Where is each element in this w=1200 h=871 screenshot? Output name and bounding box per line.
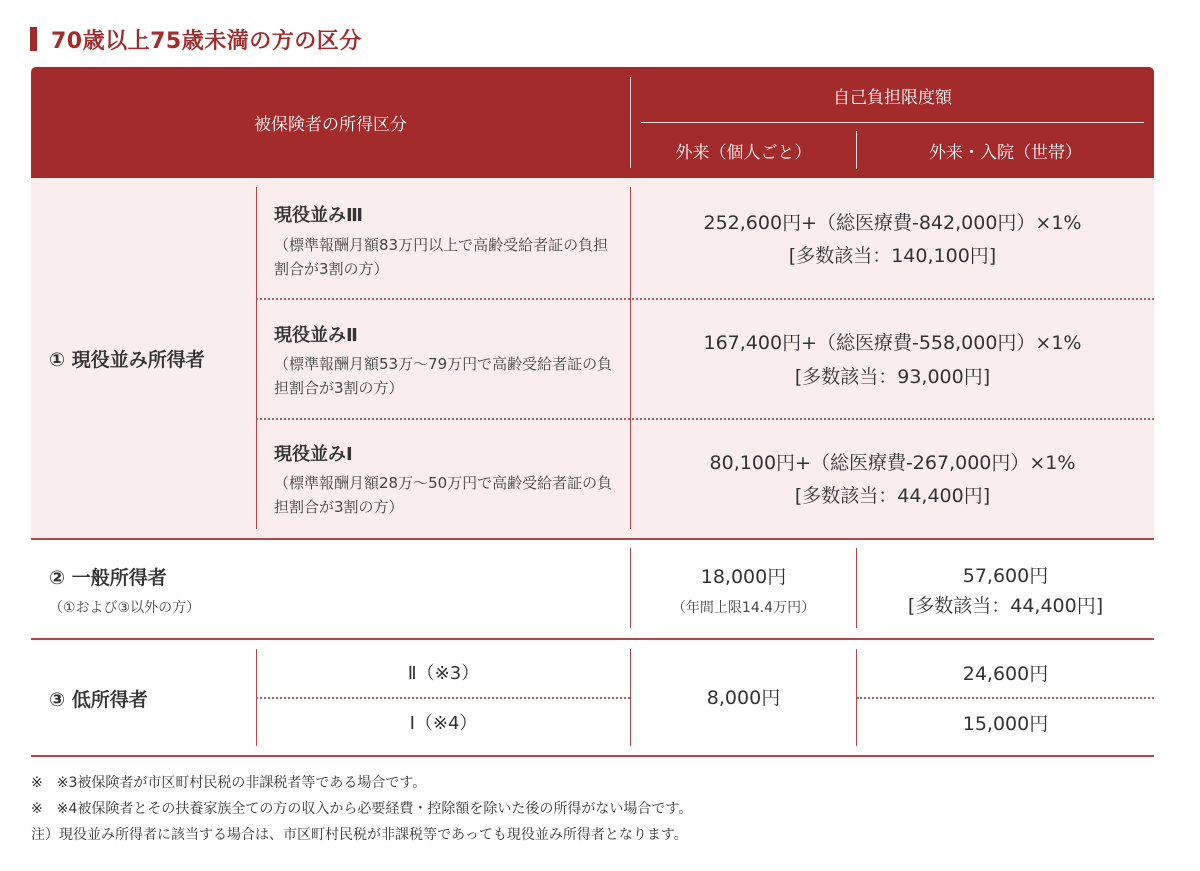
group1-row-formula: 80,100円+（総医療費-267,000円）×1%	[709, 452, 1076, 474]
group1-row-desc: （標準報酬月額28万〜50万円で高齢受給者証の負担割合が3割の方）	[274, 474, 613, 516]
row-dotted-divider	[256, 418, 1154, 420]
group3-row-title: Ⅰ（※4）	[409, 713, 478, 734]
group3-label: ③ 低所得者	[49, 689, 148, 711]
group2-outpatient-note: （年間上限14.4万円）	[671, 600, 816, 616]
group1-row-formula: 252,600円+（総医療費-842,000円）×1%	[703, 212, 1082, 234]
table-header	[31, 67, 1154, 178]
column-divider	[630, 187, 631, 529]
group-divider	[31, 638, 1154, 640]
header-income-category: 被保険者の所得区分	[254, 115, 407, 135]
group1-row-multiple: [多数該当：140,100円]	[788, 245, 997, 267]
row-dotted-divider	[857, 697, 1154, 699]
footnote: ※ ※3被保険者が市区町村民税の非課税者等である場合です。	[31, 775, 427, 791]
group-divider	[31, 538, 1154, 540]
header-outpatient-inpatient-household: 外来・入院（世帯）	[929, 143, 1082, 163]
section-heading	[30, 22, 362, 56]
group3-household: 15,000円	[962, 713, 1049, 735]
header-outpatient-individual: 外来（個人ごと）	[675, 143, 812, 163]
group1-row-multiple: [多数該当：93,000円]	[794, 366, 991, 388]
group2-sub: （①および③以外の方）	[49, 600, 201, 616]
group1-row-multiple: [多数該当：44,400円]	[794, 485, 991, 507]
copayment-limit-table	[31, 67, 1154, 757]
footnotes	[31, 770, 692, 848]
group1-row-title: 現役並みⅡ	[274, 325, 358, 346]
group1-row-title: 現役並みⅠ	[274, 444, 353, 465]
group1-row-title: 現役並みⅢ	[274, 205, 364, 226]
group2-household-multiple: [多数該当：44,400円]	[907, 595, 1104, 617]
group1-row-desc: （標準報酬月額83万円以上で高齢受給者証の負担割合が3割の方）	[274, 236, 609, 278]
group1-row-desc: （標準報酬月額53万〜79万円で高齢受給者証の負担割合が3割の方）	[274, 355, 613, 397]
group2-outpatient: 18,000円	[700, 566, 787, 588]
group3-household: 24,600円	[962, 663, 1049, 685]
footnote: 注）現役並み所得者に該当する場合は、市区町村民税が非課税等であっても現役並み所得者となります。	[31, 827, 688, 843]
column-divider	[256, 187, 257, 529]
group2-label: ② 一般所得者	[49, 567, 167, 589]
group3-outpatient: 8,000円	[706, 687, 781, 709]
table-bottom-rule	[31, 755, 1154, 757]
group1-label: ① 現役並み所得者	[49, 349, 205, 371]
group1-row-formula: 167,400円+（総医療費-558,000円）×1%	[703, 332, 1082, 354]
group3-row-title: Ⅱ（※3）	[407, 663, 480, 684]
row-dotted-divider	[256, 697, 630, 699]
heading-accent-bar	[30, 27, 37, 51]
footnote: ※ ※4被保険者とその扶養家族全ての方の収入から必要経費・控除額を除いた後の所得がない場合です。	[31, 801, 693, 817]
row-dotted-divider	[256, 298, 1154, 300]
header-limit-group: 自己負担限度額	[833, 87, 952, 108]
page-title: 70歳以上75歳未満の方の区分	[51, 28, 362, 54]
group2-household: 57,600円	[962, 565, 1049, 587]
